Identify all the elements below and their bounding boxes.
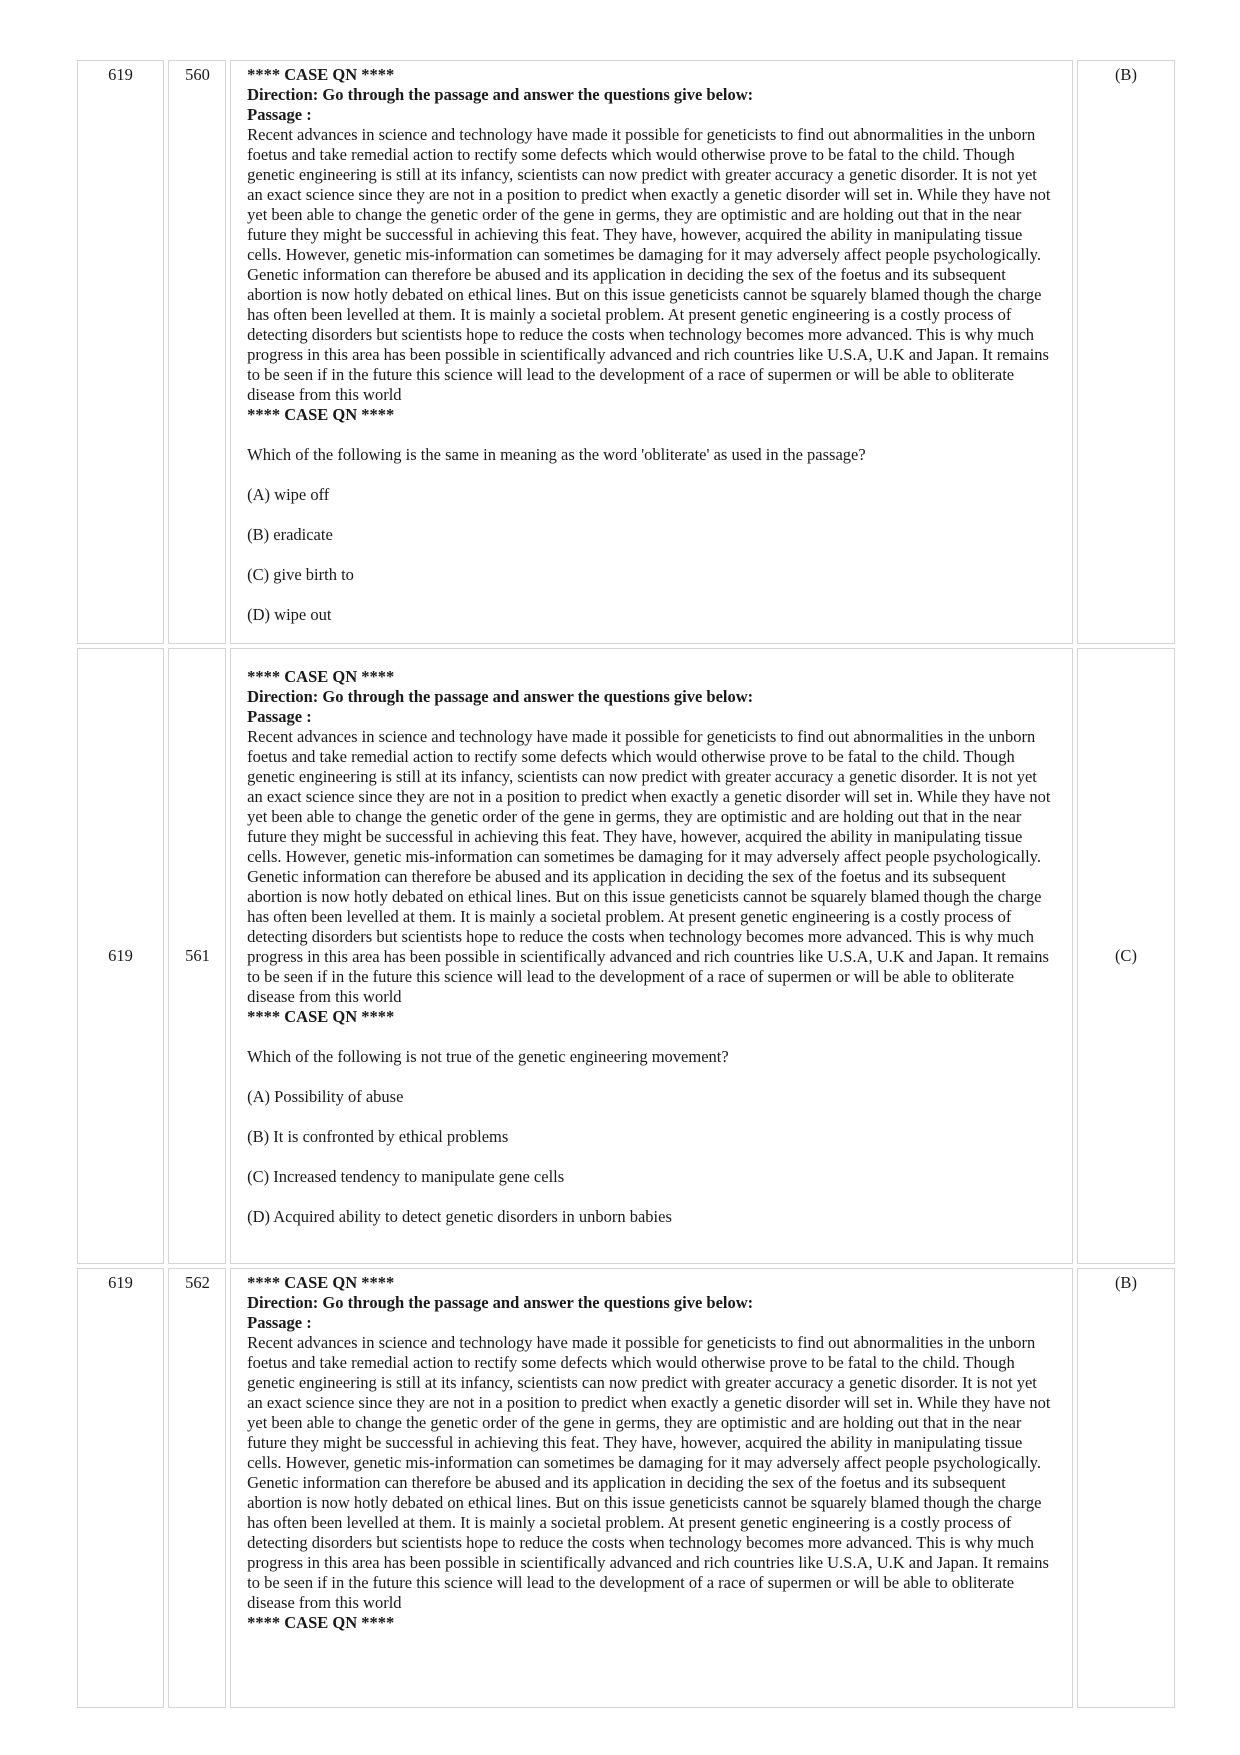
- option-d: (D) wipe out: [247, 605, 332, 624]
- question-number: 561: [185, 946, 210, 965]
- answer-cell: [1077, 1268, 1175, 1708]
- case-header: **** CASE QN ****: [247, 1273, 395, 1292]
- subject-code: 619: [108, 946, 133, 965]
- direction-text: Direction: Go through the passage and answer the questions give below:: [247, 687, 754, 706]
- question-body: [230, 1268, 1073, 1708]
- answer-key: (B): [1114, 65, 1137, 84]
- case-header: **** CASE QN ****: [247, 65, 395, 84]
- subject-code: 619: [108, 65, 133, 84]
- table-row: [77, 648, 1175, 1264]
- subject-code-cell: [77, 60, 164, 644]
- option-b: (B) eradicate: [247, 525, 333, 544]
- passage-text: Recent advances in science and technology have made it possible for geneticists to find out abnormalities in the unborn foetus and take remedial action to rectify some defects which would otherwise prove to be fatal to the child. Though genetic engineering is still at its infancy, scientists can now predict with greater accuracy a genetic disorder. It is not yet an exact science since they are not in a position to predict when exactly a genetic disorder will set in. While they have not yet been able to change the genetic order of the gene in germs, they are optimistic and are holding out that in the near future they might be successful in achieving this feat. They have, however, acquired the ability in manipulating tissue cells. However, genetic mis-information can sometimes be damaging for it may adversely affect people psychologically. Genetic information can therefore be abused and its application in deciding the sex of the foetus and its subsequent abortion is now hotly debated on ethical lines. But on this issue geneticists cannot be squarely blamed though the charge has often been levelled at them. It is mainly a societal problem. At present genetic engineering is a costly process of detecting disorders but scientists hope to reduce the costs when technology becomes more advanced. This is why much progress in this area has been possible in scientifically advanced and rich countries like U.S.A, U.K and Japan. It remains to be seen if in the future this science will lead to the development of a race of supermen or will be able to obliterate disease from this world: [247, 1333, 1051, 1612]
- question-number: 560: [185, 65, 210, 84]
- question-body: [230, 648, 1073, 1264]
- case-footer: **** CASE QN ****: [247, 405, 395, 424]
- subject-code-cell: [77, 1268, 164, 1708]
- direction-text: Direction: Go through the passage and answer the questions give below:: [247, 85, 754, 104]
- question-number-cell: [168, 648, 226, 1264]
- answer-key: (C): [1114, 946, 1137, 965]
- table-row: [77, 1268, 1175, 1708]
- option-a: (A) Possibility of abuse: [247, 1087, 404, 1106]
- option-b: (B) It is confronted by ethical problems: [247, 1127, 509, 1146]
- answer-cell: [1077, 60, 1175, 644]
- answer-cell: [1077, 648, 1175, 1264]
- question-number: 562: [185, 1273, 210, 1292]
- question-number-cell: [168, 60, 226, 644]
- option-d: (D) Acquired ability to detect genetic disorders in unborn babies: [247, 1207, 672, 1226]
- option-c: (C) give birth to: [247, 565, 354, 584]
- passage-label: Passage :: [247, 105, 312, 124]
- option-a: (A) wipe off: [247, 485, 330, 504]
- case-footer: **** CASE QN ****: [247, 1007, 395, 1026]
- case-header: **** CASE QN ****: [247, 667, 395, 686]
- table-row: [77, 60, 1175, 644]
- case-footer: **** CASE QN ****: [247, 1613, 395, 1632]
- questions-table: [73, 56, 1179, 1712]
- option-c: (C) Increased tendency to manipulate gene cells: [247, 1167, 565, 1186]
- question-body: [230, 60, 1073, 644]
- passage-label: Passage :: [247, 1313, 312, 1332]
- question-text: Which of the following is not true of the genetic engineering movement?: [247, 1047, 729, 1066]
- passage-label: Passage :: [247, 707, 312, 726]
- subject-code-cell: [77, 648, 164, 1264]
- passage-text: Recent advances in science and technology have made it possible for geneticists to find out abnormalities in the unborn foetus and take remedial action to rectify some defects which would otherwise prove to be fatal to the child. Though genetic engineering is still at its infancy, scientists can now predict with greater accuracy a genetic disorder. It is not yet an exact science since they are not in a position to predict when exactly a genetic disorder will set in. While they have not yet been able to change the genetic order of the gene in germs, they are optimistic and are holding out that in the near future they might be successful in achieving this feat. They have, however, acquired the ability in manipulating tissue cells. However, genetic mis-information can sometimes be damaging for it may adversely affect people psychologically. Genetic information can therefore be abused and its application in deciding the sex of the foetus and its subsequent abortion is now hotly debated on ethical lines. But on this issue geneticists cannot be squarely blamed though the charge has often been levelled at them. It is mainly a societal problem. At present genetic engineering is a costly process of detecting disorders but scientists hope to reduce the costs when technology becomes more advanced. This is why much progress in this area has been possible in scientifically advanced and rich countries like U.S.A, U.K and Japan. It remains to be seen if in the future this science will lead to the development of a race of supermen or will be able to obliterate disease from this world: [247, 727, 1051, 1006]
- direction-text: Direction: Go through the passage and answer the questions give below:: [247, 1293, 754, 1312]
- subject-code: 619: [108, 1273, 133, 1292]
- question-text: Which of the following is the same in meaning as the word 'obliterate' as used in the passage?: [247, 445, 866, 464]
- passage-text: Recent advances in science and technology have made it possible for geneticists to find out abnormalities in the unborn foetus and take remedial action to rectify some defects which would otherwise prove to be fatal to the child. Though genetic engineering is still at its infancy, scientists can now predict with greater accuracy a genetic disorder. It is not yet an exact science since they are not in a position to predict when exactly a genetic disorder will set in. While they have not yet been able to change the genetic order of the gene in germs, they are optimistic and are holding out that in the near future they might be successful in achieving this feat. They have, however, acquired the ability in manipulating tissue cells. However, genetic mis-information can sometimes be damaging for it may adversely affect people psychologically. Genetic information can therefore be abused and its application in deciding the sex of the foetus and its subsequent abortion is now hotly debated on ethical lines. But on this issue geneticists cannot be squarely blamed though the charge has often been levelled at them. It is mainly a societal problem. At present genetic engineering is a costly process of detecting disorders but scientists hope to reduce the costs when technology becomes more advanced. This is why much progress in this area has been possible in scientifically advanced and rich countries like U.S.A, U.K and Japan. It remains to be seen if in the future this science will lead to the development of a race of supermen or will be able to obliterate disease from this world: [247, 125, 1051, 404]
- question-number-cell: [168, 1268, 226, 1708]
- answer-key: (B): [1114, 1273, 1137, 1292]
